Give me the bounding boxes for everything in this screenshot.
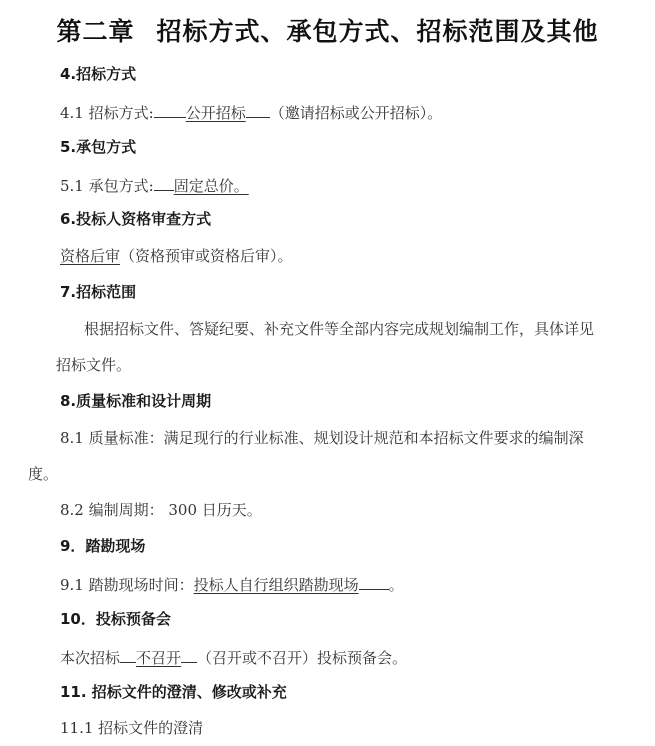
section-10-heading: 10．投标预备会: [60, 610, 171, 628]
clarification-line: 11.1 招标文件的澄清: [60, 719, 204, 737]
qualification-value: 资格后审: [60, 247, 121, 265]
site-visit-label: 9.1 踏勘现场时间：: [60, 576, 194, 594]
scope-paragraph-line1: 根据招标文件、答疑纪要、补充文件等全部内容完成规划编制工作，具体详见: [84, 320, 595, 338]
chapter-title: [0, 12, 655, 48]
design-period-line: 8.2 编制周期： 300 日历天。: [60, 501, 262, 519]
bidding-method-value: 公开招标: [185, 104, 246, 122]
blank-underline: [154, 173, 174, 191]
blank-underline: [120, 645, 136, 663]
prebid-meeting-note: （召开或不召开）投标预备会。: [197, 649, 408, 667]
blank-underline: [359, 572, 389, 590]
contract-method-line: [60, 173, 249, 196]
contract-method-value: 固定总价。: [173, 177, 249, 195]
section-9-heading: 9．踏勘现场: [60, 537, 146, 555]
quality-standard-line2: 度。: [28, 465, 59, 483]
site-visit-line: [60, 572, 404, 595]
prebid-meeting-line: [60, 645, 407, 668]
qualification-line: [60, 245, 293, 266]
bidding-method-line: [60, 100, 442, 123]
bidding-method-label: 4.1 招标方式:: [60, 104, 154, 122]
qualification-note: （资格预审或资格后审）。: [120, 247, 293, 265]
section-6-heading: 6.投标人资格审查方式: [60, 210, 212, 228]
blank-underline: [246, 100, 270, 118]
site-visit-note: 。: [388, 576, 404, 594]
blank-underline: [181, 645, 197, 663]
chapter-number: 第二章: [56, 17, 135, 46]
prebid-meeting-label: 本次招标: [60, 649, 121, 667]
quality-standard-line1: 8.1 质量标准：满足现行的行业标准、规划设计规范和本招标文件要求的编制深: [60, 429, 584, 447]
section-8-heading: 8.质量标准和设计周期: [60, 392, 212, 410]
site-visit-value: 投标人自行组织踏勘现场: [193, 576, 359, 594]
section-5-heading: 5.承包方式: [60, 138, 137, 156]
section-11-heading: 11. 招标文件的澄清、修改或补充: [60, 683, 287, 701]
blank-underline: [154, 100, 186, 118]
contract-method-label: 5.1 承包方式:: [60, 177, 154, 195]
section-4-heading: 4.招标方式: [60, 65, 137, 83]
scope-paragraph-line2: 招标文件。: [56, 356, 132, 374]
bidding-method-note: （邀请招标或公开招标）。: [269, 104, 443, 122]
prebid-meeting-value: 不召开: [136, 649, 182, 667]
section-7-heading: 7.招标范围: [60, 283, 137, 301]
chapter-heading: 招标方式、承包方式、招标范围及其他: [156, 17, 599, 46]
